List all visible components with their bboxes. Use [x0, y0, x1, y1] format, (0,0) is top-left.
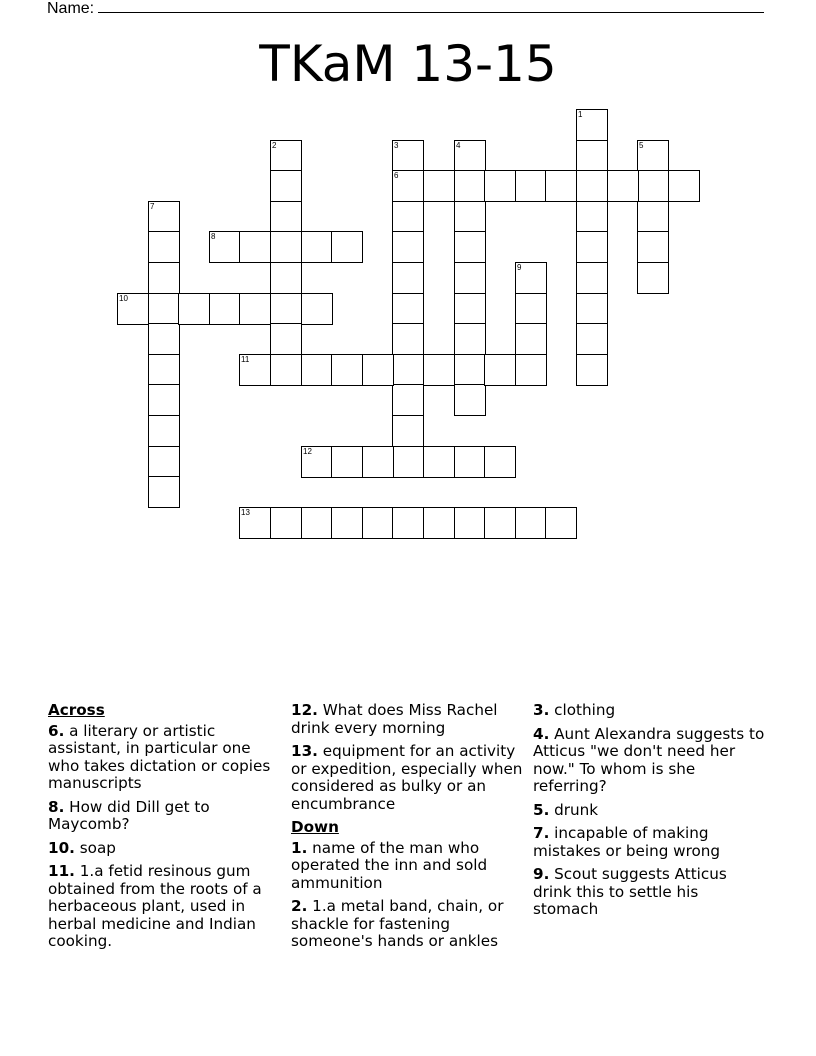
grid-cell[interactable] [148, 354, 180, 386]
grid-cell[interactable] [301, 231, 333, 263]
grid-cell[interactable] [392, 354, 424, 386]
grid-cell[interactable] [392, 293, 424, 325]
grid-cell[interactable] [362, 354, 394, 386]
grid-cell[interactable] [515, 323, 547, 355]
grid-cell[interactable] [423, 446, 455, 478]
grid-cell[interactable] [484, 170, 516, 202]
grid-cell[interactable] [576, 293, 608, 325]
clue-across-8: 8. How did Dill get to Maycomb? [48, 797, 210, 833]
grid-cell[interactable] [576, 170, 608, 202]
name-label: Name: [47, 0, 95, 17]
grid-cell[interactable] [454, 293, 486, 325]
clue-across-11: 11. 1.a fetid resinous gum obtained from the roots of a herbaceous plant, used in herbal medicine and Indian cooking. [48, 862, 262, 950]
cell-number: 6 [394, 171, 399, 180]
cell-number: 12 [303, 447, 312, 456]
grid-cell[interactable] [392, 170, 424, 202]
cell-number: 13 [241, 508, 250, 517]
clue-down-7: 7. incapable of making mistakes or being wrong [533, 824, 721, 860]
cell-number: 1 [578, 110, 583, 119]
clue-down-3: 3. clothing [533, 701, 616, 719]
grid-cell[interactable] [209, 231, 241, 263]
grid-cell[interactable] [637, 170, 669, 202]
grid-cell[interactable] [301, 446, 333, 478]
clues-column-3 [533, 702, 765, 925]
grid-cell[interactable] [392, 140, 424, 172]
clue-down-2: 2. 1.a metal band, chain, or shackle for fastening someone's hands or ankles [291, 897, 504, 950]
grid-cell[interactable] [423, 170, 455, 202]
grid-cell[interactable] [668, 170, 700, 202]
grid-cell[interactable] [392, 446, 424, 478]
grid-cell[interactable] [301, 507, 333, 539]
grid-cell[interactable] [209, 293, 241, 325]
grid-cell[interactable] [392, 201, 424, 233]
grid-cell[interactable] [637, 140, 669, 172]
grid-cell[interactable] [637, 231, 669, 263]
across-heading: Across [48, 701, 105, 719]
grid-cell[interactable] [270, 354, 302, 386]
grid-cell[interactable] [484, 446, 516, 478]
grid-cell[interactable] [454, 262, 486, 294]
grid-cell[interactable] [392, 507, 424, 539]
grid-cell[interactable] [331, 354, 363, 386]
grid-cell[interactable] [454, 446, 486, 478]
grid-cell[interactable] [331, 507, 363, 539]
grid-cell[interactable] [148, 231, 180, 263]
grid-cell[interactable] [392, 384, 424, 416]
clue-down-4: 4. Aunt Alexandra suggests to Atticus "we don't need her now." To whom is she referring? [533, 724, 765, 795]
grid-cell[interactable] [148, 293, 180, 325]
grid-cell[interactable] [239, 293, 271, 325]
grid-cell[interactable] [484, 507, 516, 539]
grid-cell[interactable] [301, 354, 333, 386]
grid-cell[interactable] [331, 446, 363, 478]
grid-cell[interactable] [148, 384, 180, 416]
grid-cell[interactable] [148, 476, 180, 508]
clue-across-13: 13. equipment for an activity or expedition, especially when considered as bulky or an encumbrance [291, 742, 523, 813]
page-title: TKaM 13-15 [259, 35, 557, 93]
grid-cell[interactable] [515, 354, 547, 386]
clues-column-2 [291, 702, 523, 957]
cell-number: 3 [394, 141, 399, 150]
cell-number: 5 [639, 141, 644, 150]
grid-cell[interactable] [515, 170, 547, 202]
clues-column-1 [48, 702, 280, 957]
grid-cell[interactable] [148, 323, 180, 355]
grid-cell[interactable] [239, 507, 271, 539]
grid-cell[interactable] [576, 323, 608, 355]
grid-cell[interactable] [270, 323, 302, 355]
grid-cell[interactable] [484, 354, 516, 386]
grid-cell[interactable] [454, 354, 486, 386]
grid-cell[interactable] [454, 507, 486, 539]
grid-cell[interactable] [117, 293, 149, 325]
grid-cell[interactable] [270, 140, 302, 172]
grid-cell[interactable] [270, 231, 302, 263]
grid-cell[interactable] [301, 293, 333, 325]
grid-cell[interactable] [148, 446, 180, 478]
grid-cell[interactable] [515, 293, 547, 325]
grid-cell[interactable] [178, 293, 210, 325]
grid-cell[interactable] [270, 293, 302, 325]
grid-cell[interactable] [454, 384, 486, 416]
cell-number: 4 [456, 141, 461, 150]
grid-cell[interactable] [270, 170, 302, 202]
grid-cell[interactable] [392, 415, 424, 447]
grid-cell[interactable] [270, 262, 302, 294]
grid-cell[interactable] [576, 262, 608, 294]
grid-cell[interactable] [270, 201, 302, 233]
grid-cell[interactable] [576, 109, 608, 141]
clue-down-9: 9. Scout suggests Atticus drink this to settle his stomach [533, 865, 727, 918]
grid-cell[interactable] [148, 415, 180, 447]
grid-cell[interactable] [392, 323, 424, 355]
cell-number: 2 [272, 141, 277, 150]
grid-cell[interactable] [392, 231, 424, 263]
grid-cell[interactable] [423, 507, 455, 539]
grid-cell[interactable] [545, 507, 577, 539]
cell-number: 9 [517, 263, 522, 272]
grid-cell[interactable] [576, 201, 608, 233]
grid-cell[interactable] [576, 231, 608, 263]
grid-cell[interactable] [423, 354, 455, 386]
cell-number: 11 [241, 355, 250, 364]
cell-number: 8 [211, 232, 216, 241]
clue-across-10: 10. soap [48, 838, 116, 857]
grid-cell[interactable] [454, 201, 486, 233]
grid-cell[interactable] [515, 262, 547, 294]
grid-cell[interactable] [637, 262, 669, 294]
grid-cell[interactable] [454, 231, 486, 263]
grid-cell[interactable] [148, 262, 180, 294]
down-heading: Down [291, 818, 339, 836]
clue-down-5: 5. drunk [533, 800, 599, 819]
grid-cell[interactable] [148, 201, 180, 233]
grid-cell[interactable] [392, 262, 424, 294]
grid-cell[interactable] [239, 231, 271, 263]
clue-across-6: 6. a literary or artistic assistant, in particular one who takes dictation or copies manuscripts [48, 721, 271, 792]
grid-cell[interactable] [576, 354, 608, 386]
cell-number: 10 [119, 294, 128, 303]
clue-down-1: 1. name of the man who operated the inn and sold ammunition [291, 838, 488, 892]
grid-cell[interactable] [454, 170, 486, 202]
grid-cell[interactable] [576, 140, 608, 172]
grid-cell[interactable] [270, 507, 302, 539]
clue-across-12: 12. What does Miss Rachel drink every morning [291, 701, 498, 737]
grid-cell[interactable] [545, 170, 577, 202]
cell-number: 7 [150, 202, 155, 211]
grid-cell[interactable] [454, 323, 486, 355]
grid-cell[interactable] [362, 507, 394, 539]
grid-cell[interactable] [637, 201, 669, 233]
grid-cell[interactable] [239, 354, 271, 386]
grid-cell[interactable] [515, 507, 547, 539]
grid-cell[interactable] [454, 140, 486, 172]
grid-cell[interactable] [362, 446, 394, 478]
grid-cell[interactable] [607, 170, 639, 202]
grid-cell[interactable] [331, 231, 363, 263]
